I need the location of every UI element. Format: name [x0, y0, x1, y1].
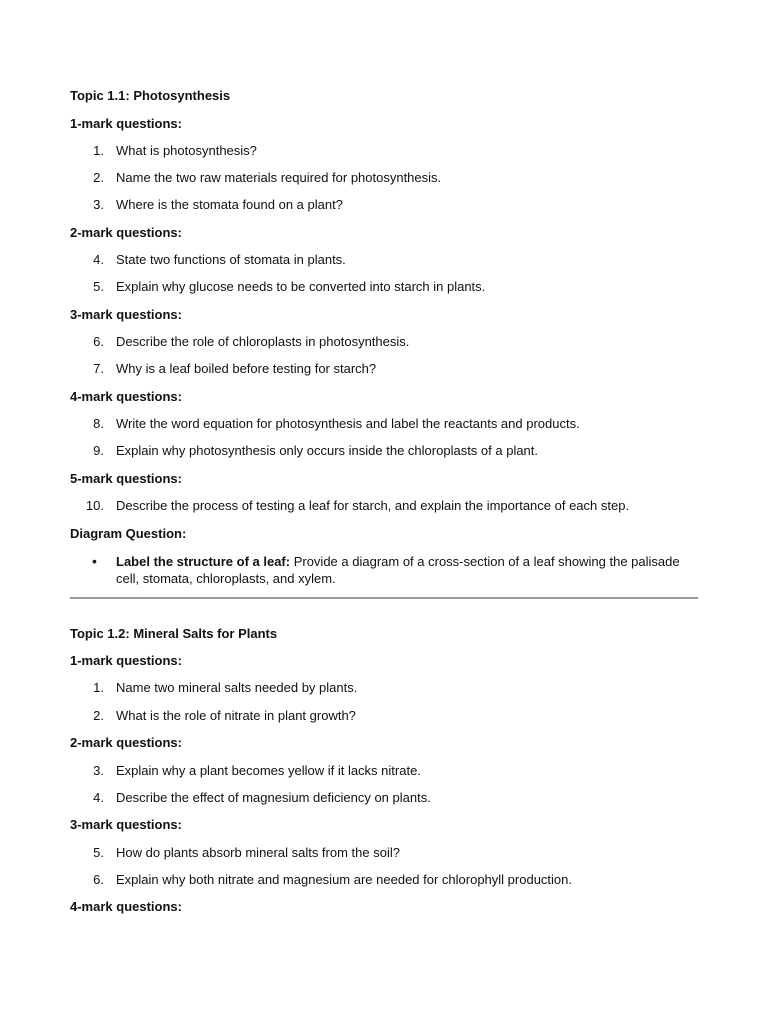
question-text: State two functions of stomata in plants.	[116, 252, 346, 267]
section-heading: 3-mark questions:	[70, 307, 182, 322]
question-text: Write the word equation for photosynthesis and label the reactants and products.	[116, 416, 580, 431]
diagram-question-body: Provide a diagram of a cross-section of a leaf showing the palisade cell, stomata, chloroplasts, and xylem.	[116, 554, 680, 586]
question-number: 2.	[93, 170, 104, 185]
section-heading: 1-mark questions:	[70, 653, 182, 668]
question-number: 9.	[93, 443, 104, 458]
question-text: How do plants absorb mineral salts from the soil?	[116, 845, 400, 860]
question-text: Describe the process of testing a leaf for starch, and explain the importance of each step.	[116, 498, 630, 513]
question-text: Explain why photosynthesis only occurs inside the chloroplasts of a plant.	[116, 443, 539, 458]
question-text: Explain why glucose needs to be converted into starch in plants.	[116, 279, 486, 294]
topic-title: Topic 1.2: Mineral Salts for Plants	[70, 626, 278, 641]
question-number: 3.	[93, 197, 104, 212]
question-text: What is photosynthesis?	[116, 143, 257, 158]
question-text: What is the role of nitrate in plant growth?	[116, 708, 356, 723]
question-number: 4.	[93, 790, 104, 805]
question-number: 5.	[93, 845, 104, 860]
section-heading: 1-mark questions:	[70, 116, 182, 131]
question-number: 3.	[93, 763, 104, 778]
question-text: Why is a leaf boiled before testing for starch?	[116, 361, 377, 376]
section-heading: 4-mark questions:	[70, 389, 182, 404]
question-number: 6.	[93, 872, 104, 887]
section-heading: 2-mark questions:	[70, 735, 182, 750]
question-number: 10.	[85, 498, 104, 513]
question-text: Name two mineral salts needed by plants.	[116, 680, 358, 695]
question-number: 5.	[93, 279, 104, 294]
question-number: 1.	[93, 143, 104, 158]
question-number: 7.	[93, 361, 104, 376]
question-number: 8.	[93, 416, 104, 431]
question-number: 6.	[93, 334, 104, 349]
question-text: Where is the stomata found on a plant?	[116, 197, 343, 212]
question-text: Name the two raw materials required for photosynthesis.	[116, 170, 442, 185]
section-heading: 5-mark questions:	[70, 471, 182, 486]
question-text: Explain why both nitrate and magnesium are needed for chlorophyll production.	[116, 872, 572, 887]
question-number: 1.	[93, 680, 104, 695]
section-heading: 3-mark questions:	[70, 817, 182, 832]
diagram-question-text	[116, 553, 698, 587]
question-number: 2.	[93, 708, 104, 723]
bullet-icon: •	[92, 553, 97, 569]
diagram-question-lead: Label the structure of a leaf:	[116, 554, 291, 569]
question-text: Describe the role of chloroplasts in photosynthesis.	[116, 334, 410, 349]
section-heading: Diagram Question:	[70, 526, 187, 541]
section-heading: 2-mark questions:	[70, 225, 182, 240]
section-divider	[70, 597, 698, 599]
section-heading: 4-mark questions:	[70, 899, 182, 914]
question-text: Explain why a plant becomes yellow if it lacks nitrate.	[116, 763, 421, 778]
topic-title: Topic 1.1: Photosynthesis	[70, 88, 231, 103]
question-number: 4.	[93, 252, 104, 267]
question-text: Describe the effect of magnesium deficiency on plants.	[116, 790, 431, 805]
